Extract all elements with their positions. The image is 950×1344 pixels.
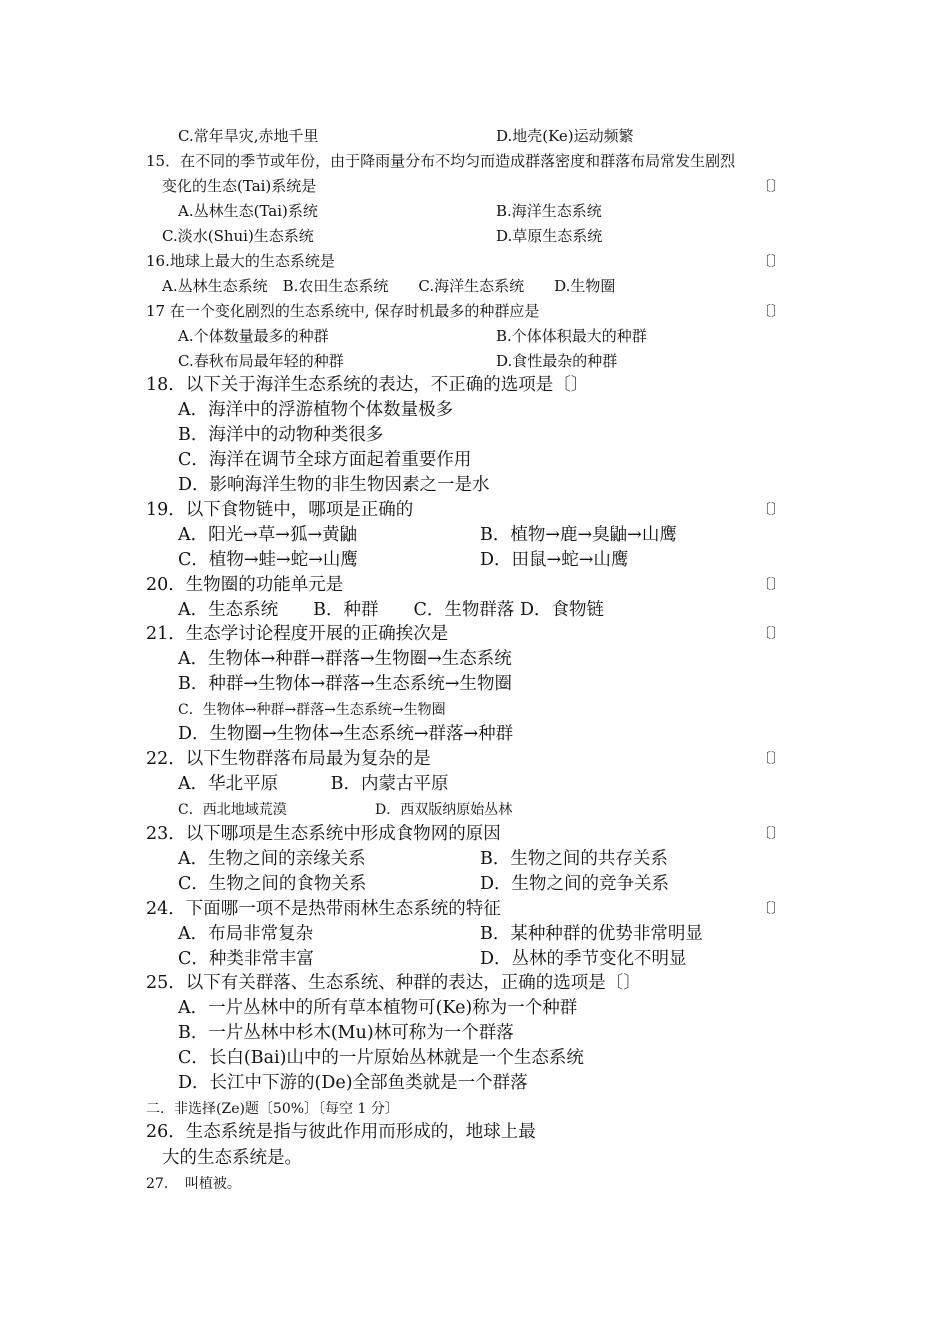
q17-stem: 17 在一个变化剧烈的生态系统中, 保存时机最多的种群应是 (146, 302, 540, 320)
q25-option-d: D．长江中下游的(De)全部鱼类就是一个群落 (178, 1073, 528, 1093)
q17-option-d: D.食性最杂的种群 (496, 352, 618, 370)
q18-stem: 18．以下关于海洋生态系统的表达，不正确的选项是〔〕 (146, 375, 589, 395)
q20-answer-bracket: 〔〕 (757, 577, 785, 593)
q14-option-d: D.地壳(Ke)运动频繁 (496, 127, 634, 145)
q18-option-c: C．海洋在调节全球方面起着重要作用 (178, 450, 472, 470)
q17-option-b: B.个体体积最大的种群 (496, 327, 647, 345)
q23-option-c: C．生物之间的食物关系 (178, 874, 367, 894)
q16-options: A.丛林生态系统 B.农田生态系统 C.海洋生态系统 D.生物圈 (162, 277, 616, 295)
q16-stem: 16.地球上最大的生态系统是 (146, 252, 335, 270)
q21-option-c: C．生物体→种群→群落→生态系统→生物圈 (178, 702, 446, 718)
q23-option-a: A．生物之间的亲缘关系 (178, 849, 366, 869)
q19-option-c: C．植物→蛙→蛇→山鹰 (178, 550, 358, 570)
q19-option-b: B．植物→鹿→臭鼬→山鹰 (480, 525, 677, 545)
q18-option-b: B．海洋中的动物种类很多 (178, 425, 384, 445)
q23-option-b: B．生物之间的共存关系 (480, 849, 668, 869)
q24-option-b: B．某种种群的优势非常明显 (480, 924, 703, 944)
q25-option-b: B．一片丛林中杉木(Mu)林可称为一个群落 (178, 1023, 514, 1043)
q21-stem: 21．生态学讨论程度开展的正确挨次是 (146, 624, 449, 644)
q23-option-d: D．生物之间的竞争关系 (480, 874, 670, 894)
q21-answer-bracket: 〔〕 (757, 626, 785, 642)
q19-option-a: A．阳光→草→狐→黄鼬 (178, 525, 358, 545)
q25-option-c: C．长白(Bai)山中的一片原始丛林就是一个生态系统 (178, 1048, 584, 1068)
q15-stem: 15．在不同的季节或年份，由于降雨量分布不均匀而造成群落密度和群落布局常发生剧烈 (146, 152, 736, 170)
q24-answer-bracket: 〔〕 (757, 901, 785, 917)
q24-option-a: A．布局非常复杂 (178, 924, 314, 944)
q24-option-c: C．种类非常丰富 (178, 949, 314, 969)
q20-options: A．生态系统 B．种群 C．生物群落 D．食物链 (178, 600, 604, 620)
q23-stem: 23．以下哪项是生态系统中形成食物网的原因 (146, 824, 501, 844)
q22-options-ab: A．华北平原 B．内蒙古平原 (178, 774, 449, 794)
q22-option-d: D．西双版纳原始丛林 (375, 802, 513, 818)
q26-stem: 26．生态系统是指与彼此作用而形成的，地球上最 (146, 1122, 536, 1142)
q22-stem: 22．以下生物群落布局最为复杂的是 (146, 749, 431, 769)
q21-option-a: A．生物体→种群→群落→生物圈→生态系统 (178, 649, 512, 669)
q21-option-d: D．生物圈→生物体→生态系统→群落→种群 (178, 724, 514, 744)
q15-option-d: D.草原生态系统 (496, 227, 603, 245)
q22-answer-bracket: 〔〕 (757, 751, 785, 767)
q17-option-a: A.个体数量最多的种群 (178, 327, 329, 345)
q17-answer-bracket: 〔〕 (757, 304, 785, 320)
q18-option-a: A．海洋中的浮游植物个体数量极多 (178, 400, 454, 420)
q18-option-d: D．影响海洋生物的非生物因素之一是水 (178, 475, 490, 495)
q19-stem: 19．以下食物链中，哪项是正确的 (146, 500, 414, 520)
q14-option-c: C.常年旱灾,赤地千里 (178, 127, 319, 145)
q17-option-c: C.春秋布局最年轻的种群 (178, 352, 344, 370)
q23-answer-bracket: 〔〕 (757, 826, 785, 842)
q22-option-c: C．西北地域荒漠 (178, 802, 287, 818)
q15-option-a: A.丛林生态(Tai)系统 (178, 202, 318, 220)
q15-option-b: B.海洋生态系统 (496, 202, 602, 220)
q24-stem: 24．下面哪一项不是热带雨林生态系统的特征 (146, 899, 501, 919)
q21-option-b: B．种群→生物体→群落→生态系统→生物圈 (178, 674, 513, 694)
q15-option-c: C.淡水(Shui)生态系统 (162, 227, 314, 245)
section-2-heading: 二．非选择(Ze)题〔50%〕〔每空 1 分〕 (146, 1101, 399, 1117)
q25-stem: 25．以下有关群落、生态系统、种群的表达，正确的选项是〔〕 (146, 973, 641, 993)
q19-option-d: D．田鼠→蛇→山鹰 (480, 550, 629, 570)
q20-stem: 20．生物圈的功能单元是 (146, 575, 344, 595)
q15-answer-bracket: 〔〕 (757, 179, 785, 195)
q24-option-d: D．丛林的季节变化不明显 (480, 949, 687, 969)
q25-option-a: A．一片丛林中的所有草本植物可(Ke)称为一个种群 (178, 998, 578, 1018)
q16-answer-bracket: 〔〕 (757, 254, 785, 270)
q27-stem: 27． 叫植被。 (146, 1176, 241, 1192)
q19-answer-bracket: 〔〕 (757, 502, 785, 518)
q15-stem-cont: 变化的生态(Tai)系统是 (162, 177, 317, 195)
q26-stem-cont: 大的生态系统是。 (162, 1148, 302, 1168)
